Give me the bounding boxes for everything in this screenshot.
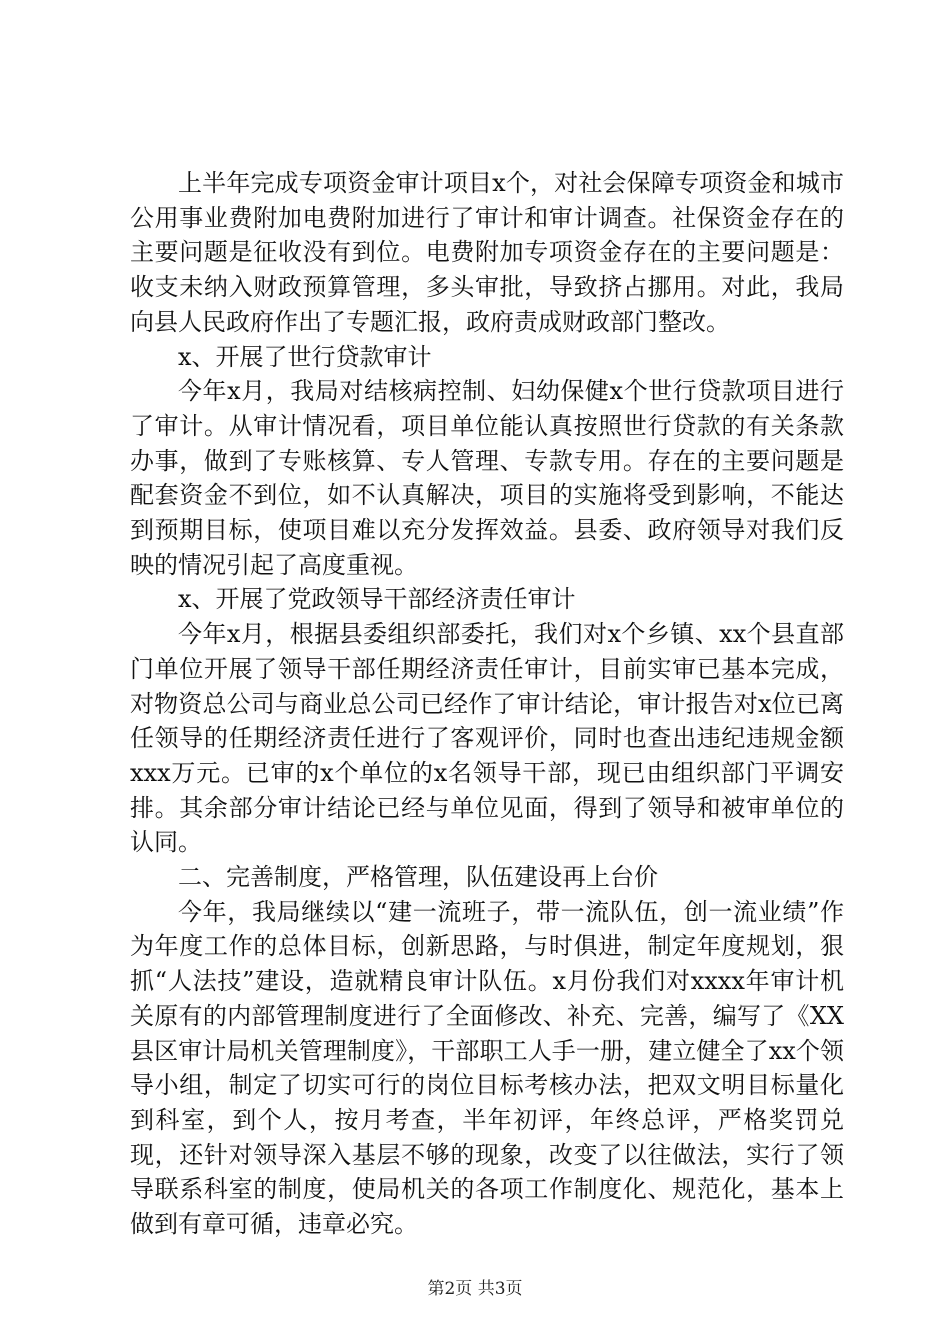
section-heading-economic-responsibility-audit: x、开展了党政领导干部经济责任审计: [178, 585, 576, 614]
paragraph-economic-responsibility-audit: 今年x月，根据县委组织部委托，我们对x个乡镇、xx个县直部门单位开展了领导干部任期经济责任审计，目前实审已基本完成，对物资总公司与商业总公司已经作了审计结论，审计报告对x位已离任领导的任期经济责任进行了客观评价，同时也查出违纪违规金额xxx万元。已审的x个单位的x名领导干部，现已由组织部门平调安排。其余部分审计结论已经与单位见面，得到了领导和被审单位的认同。: [130, 620, 844, 857]
paragraph-system-improvement: 今年，我局继续以“建一流班子，带一流队伍，创一流业绩”作为年度工作的总体目标，创新思路，与时俱进，制定年度规划，狠抓“人法技”建设，造就精良审计队伍。x月份我们对xxxx年审计机关原有的内部管理制度进行了全面修改、补充、完善，编写了《XX县区审计局机关管理制度》，干部职工人手一册，建立健全了xx个领导小组，制定了切实可行的岗位目标考核办法，把双文明目标量化到科室，到个人，按月考查，半年初评，年终总评，严格奖罚兑现，还针对领导深入基层不够的现象，改变了以往做法，实行了领导联系科室的制度，使局机关的各项工作制度化、规范化，基本上做到有章可循，违章必究。: [130, 897, 844, 1239]
page-number-footer: 第2页 共3页: [427, 1279, 523, 1299]
paragraph-special-funds-audit: 上半年完成专项资金审计项目x个，对社会保障专项资金和城市公用事业费附加电费附加进行了审计和审计调查。社保资金存在的主要问题是征收没有到位。电费附加专项资金存在的主要问题是：收支未纳入财政预算管理，多头审批，导致挤占挪用。对此，我局向县人民政府作出了专题汇报，政府责成财政部门整改。: [130, 169, 844, 336]
section-heading-world-bank-loan-audit: x、开展了世行贷款审计: [178, 342, 432, 371]
section-heading-system-improvement: 二、完善制度，严格管理，队伍建设再上台价: [178, 863, 658, 892]
paragraph-world-bank-loan-audit: 今年x月，我局对结核病控制、妇幼保健x个世行贷款项目进行了审计。从审计情况看，项目单位能认真按照世行贷款的有关条款办事，做到了专账核算、专人管理、专款专用。存在的主要问题是配套资金不到位，如不认真解决，项目的实施将受到影响，不能达到预期目标，使项目难以充分发挥效益。县委、政府领导对我们反映的情况引起了高度重视。: [130, 377, 844, 579]
document-body: [130, 166, 844, 1242]
